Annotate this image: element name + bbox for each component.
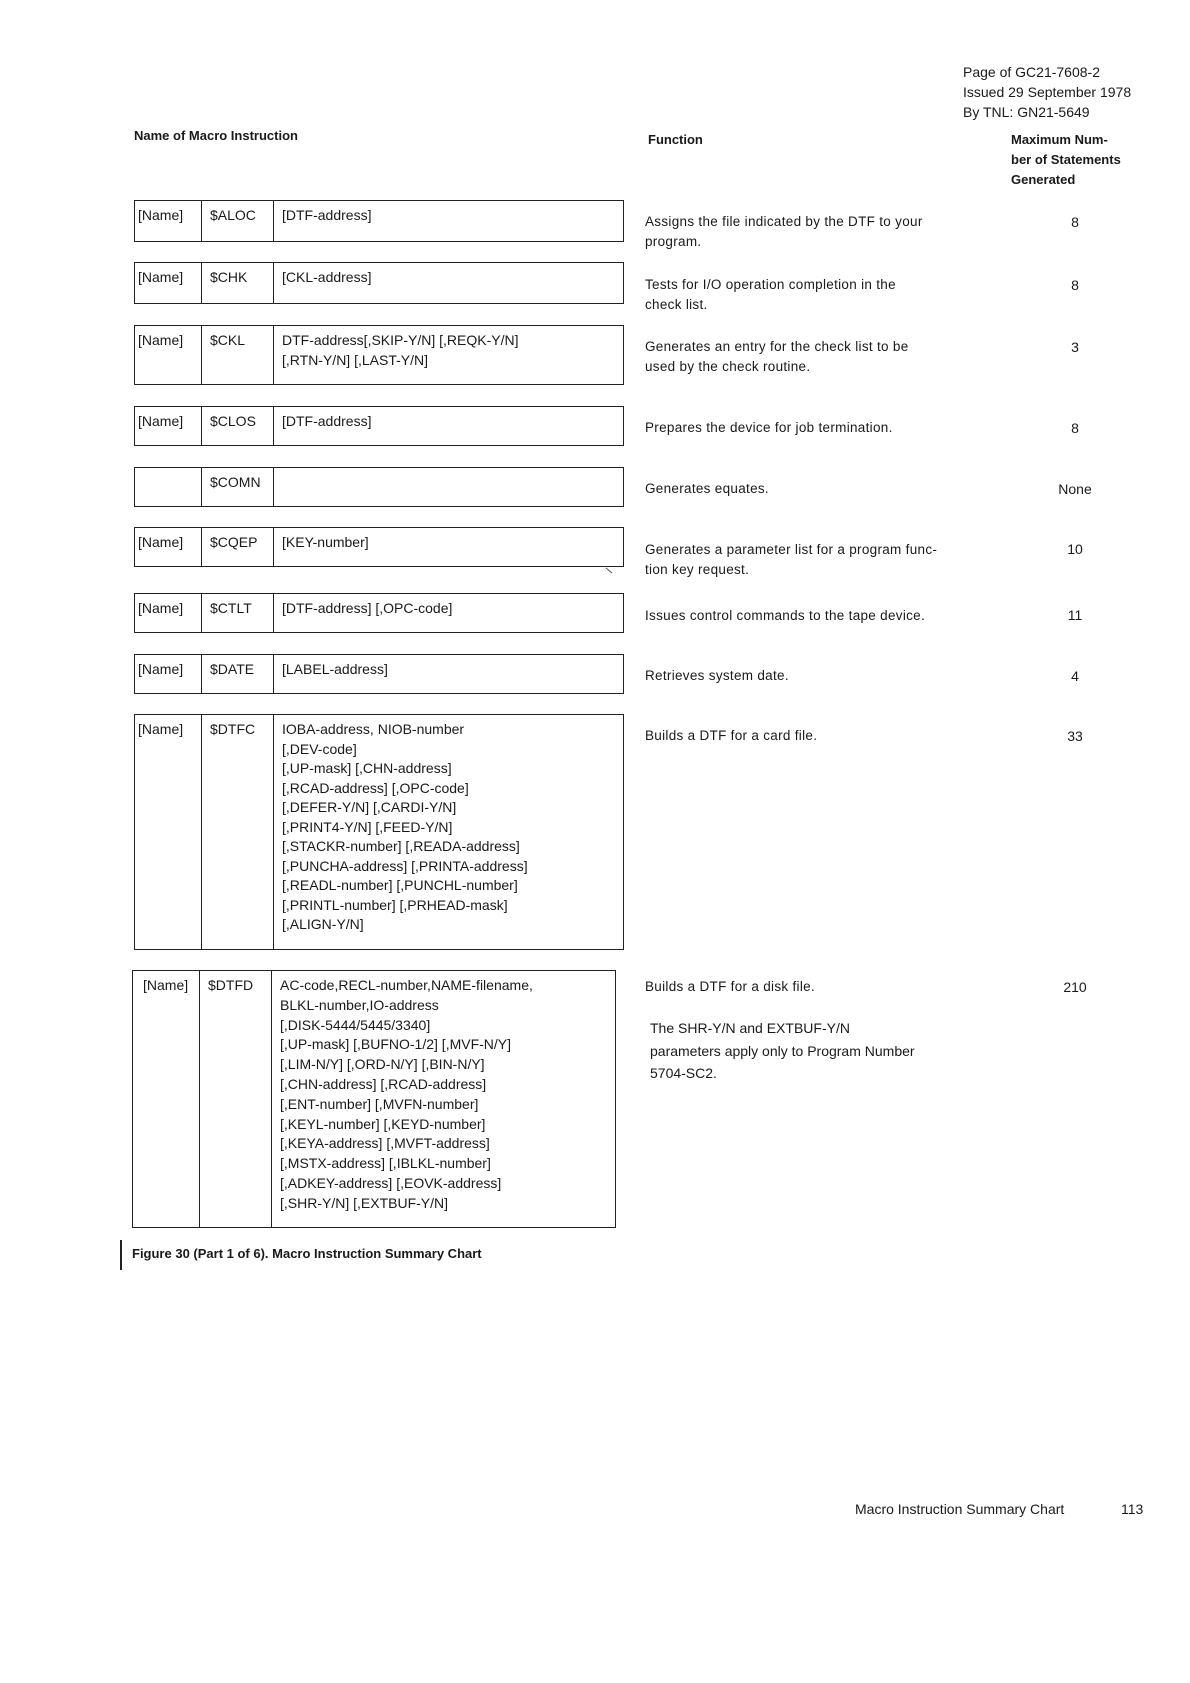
function-line: Issues control commands to the tape device.	[645, 608, 926, 623]
max-statements: 11	[1067, 607, 1083, 623]
function-text	[645, 212, 975, 252]
function-text	[645, 418, 975, 438]
macro-name-cell: [Name]	[135, 201, 202, 241]
macro-code-cell: $CTLT	[202, 594, 274, 632]
function-line: tion key request.	[645, 562, 750, 577]
figure-caption: Figure 30 (Part 1 of 6). Macro Instruction Summary Chart	[132, 1246, 482, 1261]
macro-name-cell: [Name]	[135, 326, 202, 384]
macro-operands-cell: [LABEL-address]	[282, 661, 388, 677]
macro-operands-cell: [DTF-address] [,OPC-code]	[282, 600, 453, 616]
macro-operands-cell: AC-code,RECL-number,NAME-filename, BLKL-number,IO-address [,DISK-5444/5445/3340] [,UP-mask] [,BUFNO-1/2] [,MVF-N/Y] [,LIM-N/Y] [,ORD-N/Y] [,BIN-N/Y] [,CHN-address] [,RCAD-address] [,ENT-number] [,MVFN-number] [,KEYL-number] [,KEYD-number] [,KEYA-address] [,MVFT-address] [,MSTX-address] [,IBLKL-number] [,ADKEY-address] [,EOVK-address] [,SHR-Y/N] [,EXTBUF-Y/N]	[280, 977, 533, 1211]
macro-name-cell	[135, 468, 202, 506]
column-header-max-line: Maximum Num-	[1011, 132, 1108, 147]
macro-code-cell: $DTFD	[200, 971, 272, 1227]
macro-operands-cell: [CKL-address]	[282, 269, 372, 285]
macro-row-dtfc	[134, 714, 624, 950]
function-line: Builds a DTF for a card file.	[645, 728, 818, 743]
macro-name-cell: [Name]	[135, 407, 202, 445]
macro-row-date	[134, 654, 624, 694]
function-text	[645, 666, 975, 686]
column-header-max-line: ber of Statements	[1011, 152, 1121, 167]
function-text	[645, 540, 975, 580]
function-text	[645, 275, 975, 315]
max-statements: 8	[1071, 420, 1079, 436]
footer-title: Macro Instruction Summary Chart	[855, 1501, 1065, 1517]
column-header-max-line: Generated	[1011, 172, 1076, 187]
note-line: 5704-SC2.	[650, 1065, 717, 1081]
function-line: Builds a DTF for a disk file.	[645, 979, 816, 994]
header-issued: Issued 29 September 1978	[963, 84, 1132, 100]
macro-name-cell: [Name]	[135, 715, 202, 949]
max-statements: 10	[1067, 541, 1083, 557]
macro-operands-cell: DTF-address[,SKIP-Y/N] [,REQK-Y/N] [,RTN-Y/N] [,LAST-Y/N]	[282, 332, 519, 368]
function-line: Prepares the device for job termination.	[645, 420, 893, 435]
max-statements: 33	[1067, 728, 1083, 744]
macro-code-cell: $CLOS	[202, 407, 274, 445]
function-line: Retrieves system date.	[645, 668, 789, 683]
function-line: program.	[645, 234, 702, 249]
function-line: check list.	[645, 297, 708, 312]
scan-mark	[606, 568, 613, 574]
function-line: Tests for I/O operation completion in the	[645, 277, 896, 292]
column-header-function: Function	[648, 132, 703, 147]
page-number: 113	[1121, 1501, 1144, 1517]
macro-name-cell: [Name]	[135, 594, 202, 632]
macro-code-cell: $ALOC	[202, 201, 274, 241]
function-text	[645, 977, 975, 997]
max-statements: 3	[1071, 339, 1079, 355]
function-line: Generates an entry for the check list to be	[645, 339, 909, 354]
macro-row-dtfd	[132, 970, 616, 1228]
column-header-max	[1011, 130, 1151, 190]
macro-code-cell: $CKL	[202, 326, 274, 384]
macro-row-ckl	[134, 325, 624, 385]
header-page-of: Page of GC21-7608-2	[963, 64, 1100, 80]
column-header-name: Name of Macro Instruction	[134, 128, 298, 143]
function-text	[645, 606, 975, 626]
function-line: used by the check routine.	[645, 359, 811, 374]
macro-row-comn	[134, 467, 624, 507]
macro-name-cell: [Name]	[133, 971, 200, 1227]
macro-code-cell: $DATE	[202, 655, 274, 693]
macro-operands-cell: [KEY-number]	[282, 534, 369, 550]
macro-name-cell: [Name]	[135, 528, 202, 566]
function-text	[645, 479, 975, 499]
macro-code-cell: $COMN	[202, 468, 274, 506]
macro-row-cqep	[134, 527, 624, 567]
function-line: Generates a parameter list for a program func-	[645, 542, 938, 557]
max-statements: None	[1058, 481, 1092, 497]
function-line: Assigns the file indicated by the DTF to your	[645, 214, 923, 229]
note-line: The SHR-Y/N and EXTBUF-Y/N	[650, 1020, 850, 1036]
macro-operands-cell: IOBA-address, NIOB-number [,DEV-code] [,UP-mask] [,CHN-address] [,RCAD-address] [,OPC-code] [,DEFER-Y/N] [,CARDI-Y/N] [,PRINT4-Y/N] [,FEED-Y/N] [,STACKR-number] [,READA-address] [,PUNCHA-address] [,PRINTA-address] [,READL-number] [,PUNCHL-number] [,PRINTL-number] [,PRHEAD-mask] [,ALIGN-Y/N]	[282, 721, 528, 932]
macro-operands-cell: [DTF-address]	[282, 413, 372, 429]
macro-code-cell: $CHK	[202, 263, 274, 303]
macro-row-aloc	[134, 200, 624, 242]
macro-row-clos	[134, 406, 624, 446]
macro-row-chk	[134, 262, 624, 304]
max-statements: 210	[1063, 979, 1087, 995]
max-statements: 8	[1071, 277, 1079, 293]
macro-code-cell: $DTFC	[202, 715, 274, 949]
max-statements: 4	[1071, 668, 1079, 684]
function-text	[645, 726, 975, 746]
document-header	[963, 62, 1131, 122]
dtfd-note	[650, 1017, 980, 1085]
macro-code-cell: $CQEP	[202, 528, 274, 566]
macro-operands-cell	[274, 468, 623, 506]
function-text	[645, 337, 975, 377]
note-line: parameters apply only to Program Number	[650, 1042, 915, 1059]
function-line: Generates equates.	[645, 481, 769, 496]
max-statements: 8	[1071, 214, 1079, 230]
macro-operands-cell: [DTF-address]	[282, 207, 372, 223]
revision-bar	[120, 1240, 122, 1270]
macro-name-cell: [Name]	[135, 263, 202, 303]
header-tnl: By TNL: GN21-5649	[963, 104, 1090, 120]
macro-name-cell: [Name]	[135, 655, 202, 693]
macro-row-ctlt	[134, 593, 624, 633]
